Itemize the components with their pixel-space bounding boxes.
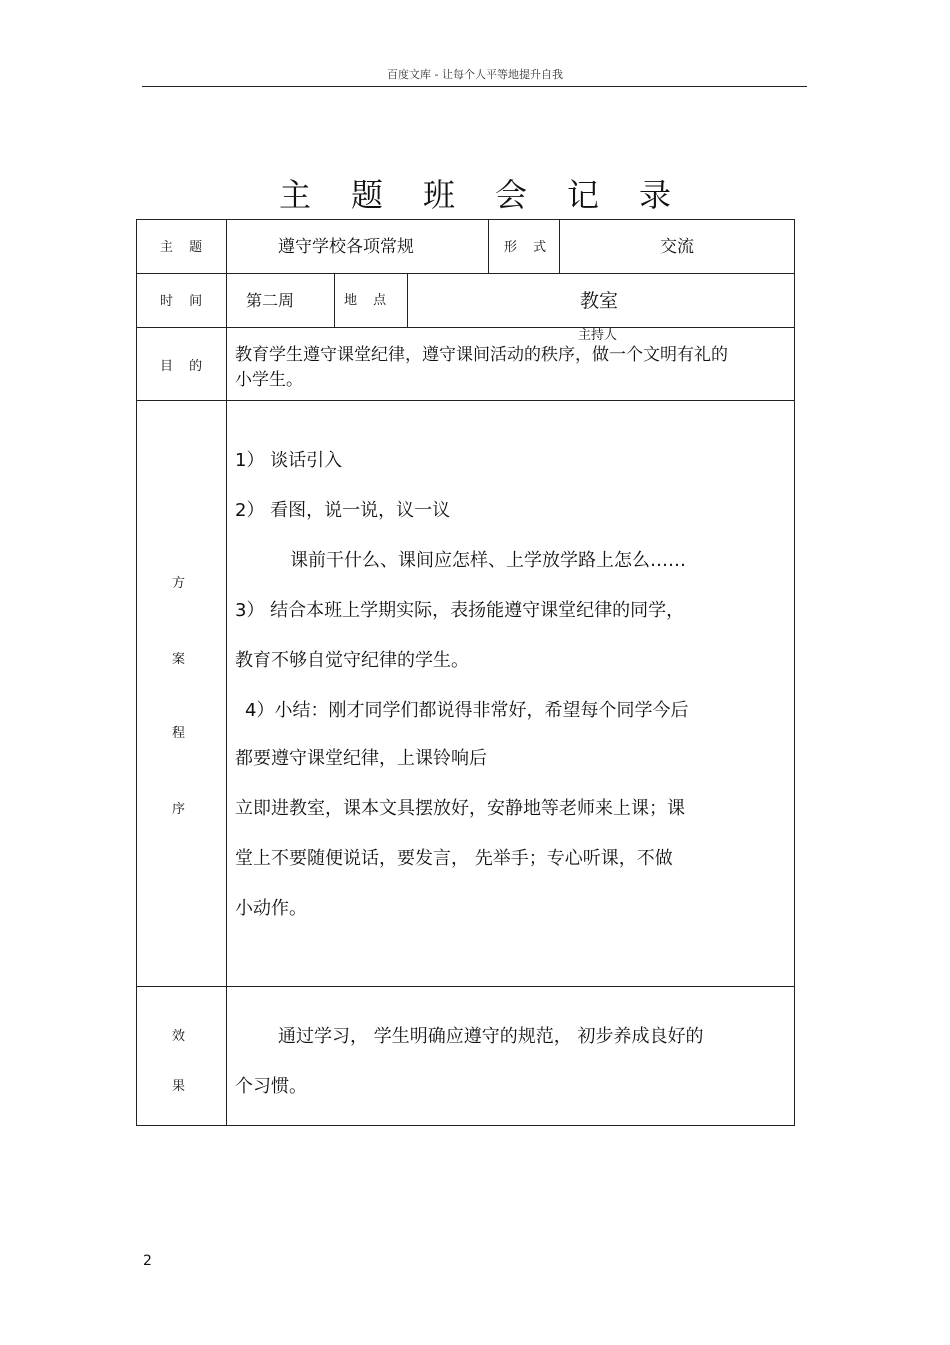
cell-divider [559,219,560,273]
goal-line-2: 小学生。 [235,370,303,390]
theme-value: 遵守学校各项常规 [278,237,414,257]
time-label: 时 间 [160,294,209,309]
table-border-bottom [136,1125,795,1126]
cell-divider [334,273,335,327]
place-label: 地 点 [344,293,393,308]
effect-line-1: 通过学习， 学生明确应遵守的规范， 初步养成良好的 [278,1026,704,1047]
table-border-right [794,219,795,1125]
plan-label-char: 程 [172,726,192,741]
plan-line: 3） 结合本班上学期实际，表扬能遵守课堂纪律的同学， [235,600,685,621]
time-value: 第二周 [246,291,295,310]
plan-line: 小动作。 [235,898,307,919]
theme-label: 主 题 [160,240,209,255]
row-divider [136,273,795,274]
page-number: 2 [143,1253,152,1269]
host-label: 主持人 [578,328,618,343]
effect-line-2: 个习惯。 [235,1076,307,1097]
table-border-left [136,219,137,1125]
plan-line: 立即进教室，课本文具摆放好，安静地等老师来上课；课 [235,798,685,819]
plan-label-char: 序 [172,802,192,817]
document-title: 主题班会记录 [278,176,711,214]
table-border-top [136,219,795,220]
row-divider [136,986,795,987]
plan-line: 堂上不要随便说话，要发言， 先举手；专心听课，不做 [235,848,673,869]
effect-label-char: 果 [172,1079,192,1094]
row-divider [136,327,795,328]
place-value: 教室 [580,290,619,312]
cell-divider [407,273,408,327]
plan-line: 都要遵守课堂纪律，上课铃响后 [235,748,487,769]
effect-label-char: 效 [172,1029,192,1044]
plan-line: 1） 谈话引入 [235,450,343,471]
form-value: 交流 [660,237,694,257]
form-label: 形 式 [504,240,553,255]
cell-divider [488,219,489,273]
goal-label: 目 的 [160,359,209,374]
plan-line: 2） 看图，说一说，议一议 [235,500,451,521]
goal-line-1: 教育学生遵守课堂纪律，遵守课间活动的秩序，做一个文明有礼的 [235,345,728,365]
header-rule [142,86,807,87]
plan-line: 教育不够自觉守纪律的学生。 [235,650,469,671]
plan-line: 4）小结：刚才同学们都说得非常好，希望每个同学今后 [245,700,689,721]
plan-line: 课前干什么、课间应怎样、上学放学路上怎么…… [290,550,686,571]
plan-label-char: 方 [172,576,192,591]
page-header: 百度文库 - 让每个人平等地提升自我 [387,68,563,81]
label-column-divider [226,219,227,1125]
plan-label-char: 案 [172,652,192,667]
row-divider [136,400,795,401]
